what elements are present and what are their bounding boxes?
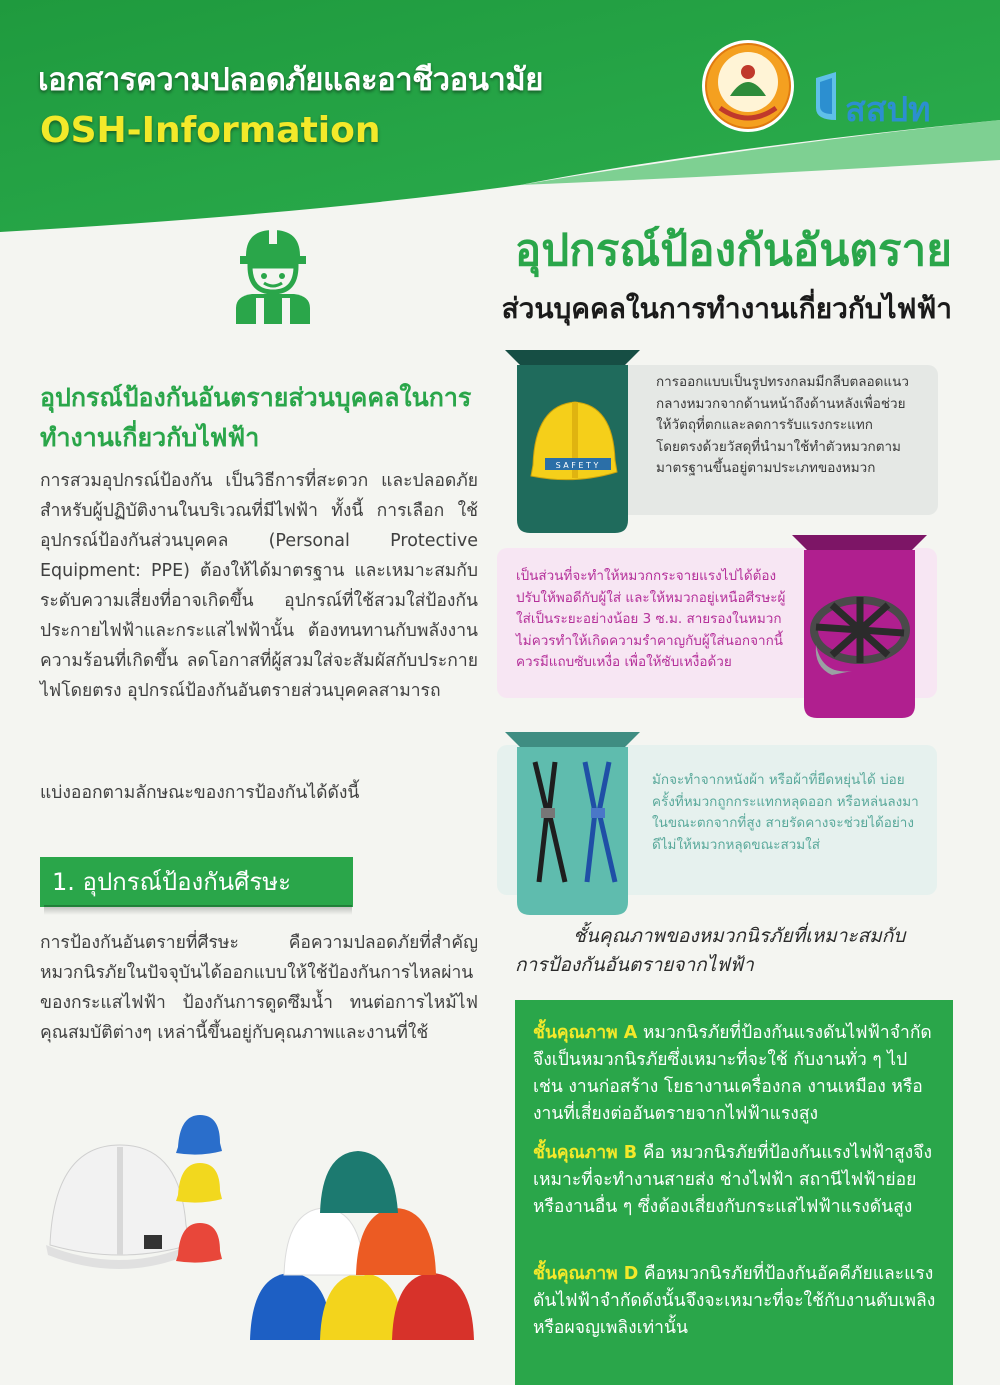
chinstrap-description: มักจะทำจากหนังผ้า หรือผ้าที่ยืดหยุ่นได้ บ่อยครั้งที่หมวกถูกกระแทกหลุดออก หรือหล่นลงมาในขณะตกจากที่สูง สายรัดคางจะช่วยได้อย่างดีไม่ให้หมวกหลุดขณะสวมใส่ (652, 772, 919, 853)
helmets-image (40, 1105, 485, 1345)
card-tab-shell (505, 350, 640, 533)
brand-name: สสปท (845, 90, 931, 130)
card-tab-harness (792, 535, 927, 718)
class-b-text: คือ หมวกนิรภัยที่ป้องกันแรงไฟฟ้าสูงจึงเหมาะที่จะทำงานสายส่ง ช่างไฟฟ้า สถานีไฟฟ้าย่อย หรืองานอื่น ๆ ซึ่งต้องเสี่ยงกับกระแสไฟฟ้าแรงดันสูง (533, 1143, 933, 1217)
class-d (533, 1261, 939, 1342)
page-subtitle: ส่วนบุคคลในการทำงานเกี่ยวกับไฟฟ้า (501, 292, 952, 325)
class-a-text: หมวกนิรภัยที่ป้องกันแรงดันไฟฟ้าจำกัดจึงเป็นหมวกนิรภัยซึ่งเหมาะที่จะใช้ กับงานทั่ว ๆ ไป เช่น งานก่อสร้าง โยธางานเครื่องกล งานเหมือง หรืองานที่เสี่ยงต่ออันตรายจากไฟฟ้าแรงสูง (533, 1023, 932, 1124)
quality-classes-box (515, 1000, 953, 1385)
class-b-label: ชั้นคุณภาพ B (533, 1143, 638, 1163)
caption-line-2: การป้องกันอันตรายจากไฟฟ้า (515, 954, 754, 976)
section-heading-head-protection: 1. อุปกรณ์ป้องกันศีรษะ (40, 857, 353, 907)
harness-description: เป็นส่วนที่จะทำให้หมวกกระจายแรงไปได้ต้องปรับให้พอดีกับผู้ใส่ และให้หมวกอยู่เหนือศีรษะผู้ใส่เป็นระยะอย่างน้อย 3 ซ.ม. สายรองในหมวกไม่ควรทำให้เกิดความรำคาญกับผู้ใส่นอกจากนี้ควรมีแถบซับเหงื่อ เพื่อให้ซับเหงื่อด้วย (516, 568, 786, 670)
header-title: เอกสารความปลอดภัยและอาชีวอนามัย (38, 62, 543, 98)
page-title: อุปกรณ์ป้องกันอันตราย (514, 225, 952, 276)
shell-description: การออกแบบเป็นรูปทรงกลมมีกลีบตลอดแนวกลางหมวกจากด้านหน้าถึงด้านหลังเพื่อช่วยให้วัตถุที่ตกและลดการรับแรงกระแทกโดยตรงด้วยวัสดุที่นำมาใช้ทำตัวหมวกตามมาตรฐานขึ้นอยู่ตามประเภทของหมวก (656, 374, 909, 476)
class-d-label: ชั้นคุณภาพ D (533, 1264, 639, 1284)
quality-caption (515, 922, 955, 980)
section-heading-shadow (44, 905, 352, 915)
class-a (533, 1020, 939, 1128)
intro-heading: อุปกรณ์ป้องกันอันตรายส่วนบุคคลในการทำงานเกี่ยวกับไฟฟ้า (40, 383, 472, 452)
card-tab-chinstrap (505, 732, 640, 915)
intro-body-2: แบ่งออกตามลักษณะของการป้องกันได้ดังนี้ (40, 783, 360, 803)
header-subtitle: OSH-Information (40, 110, 381, 151)
intro-body: การสวมอุปกรณ์ป้องกัน เป็นวิธีการที่สะดวก และปลอดภัยสำหรับผู้ปฏิบัติงานในบริเวณที่มีไฟฟ้า ทั้งนี้ การเลือก ใช้อุปกรณ์ป้องกันส่วนบุคคล (Personal Protective Equipment: PPE) ต้องให้ได้มาตรฐาน และเหมาะสมกับระดับความเสี่ยงที่อาจเกิดขึ้น อุปกรณ์ที่ใช้สวมใส่ป้องกันประกายไฟฟ้าและกระแสไฟฟ้านั้น ต้องทนทานกับพลังงานความร้อนที่เกิดขึ้น ลดโอกาสที่ผู้สวมใส่จะสัมผัสกับประกาย ไฟโดยตรง อุปกรณ์ป้องกันอันตรายส่วนบุคคลสามารถ (40, 471, 478, 701)
class-d-text: คือหมวกนิรภัยที่ป้องกันอัคคีภัยและแรงดันไฟฟ้าจำกัดดังนั้นจึงจะเหมาะที่จะใช้กับงานดับเพลิงหรือผจญเพลิงเท่านั้น (533, 1264, 936, 1338)
caption-line-1: ชั้นคุณภาพของหมวกนิรภัยที่เหมาะสมกับ (573, 925, 906, 947)
worker-icon (232, 226, 314, 324)
class-b (533, 1140, 939, 1221)
class-a-label: ชั้นคุณภาพ A (533, 1023, 638, 1043)
ministry-seal-logo (700, 38, 796, 134)
helmet-label: S A F E T Y (555, 461, 599, 470)
head-protection-body: การป้องกันอันตรายที่ศีรษะ คือความปลอดภัยที่สำคัญ หมวกนิรภัยในปัจจุบันได้ออกแบบให้ใช้ป้องกันการไหลผ่านของกระแสไฟฟ้า ป้องกันการดูดซึมน้ำ ทนต่อการไหม้ไฟ คุณสมบัติต่างๆ เหล่านี้ขึ้นอยู่กับคุณภาพและงานที่ใช้ (40, 933, 478, 1043)
